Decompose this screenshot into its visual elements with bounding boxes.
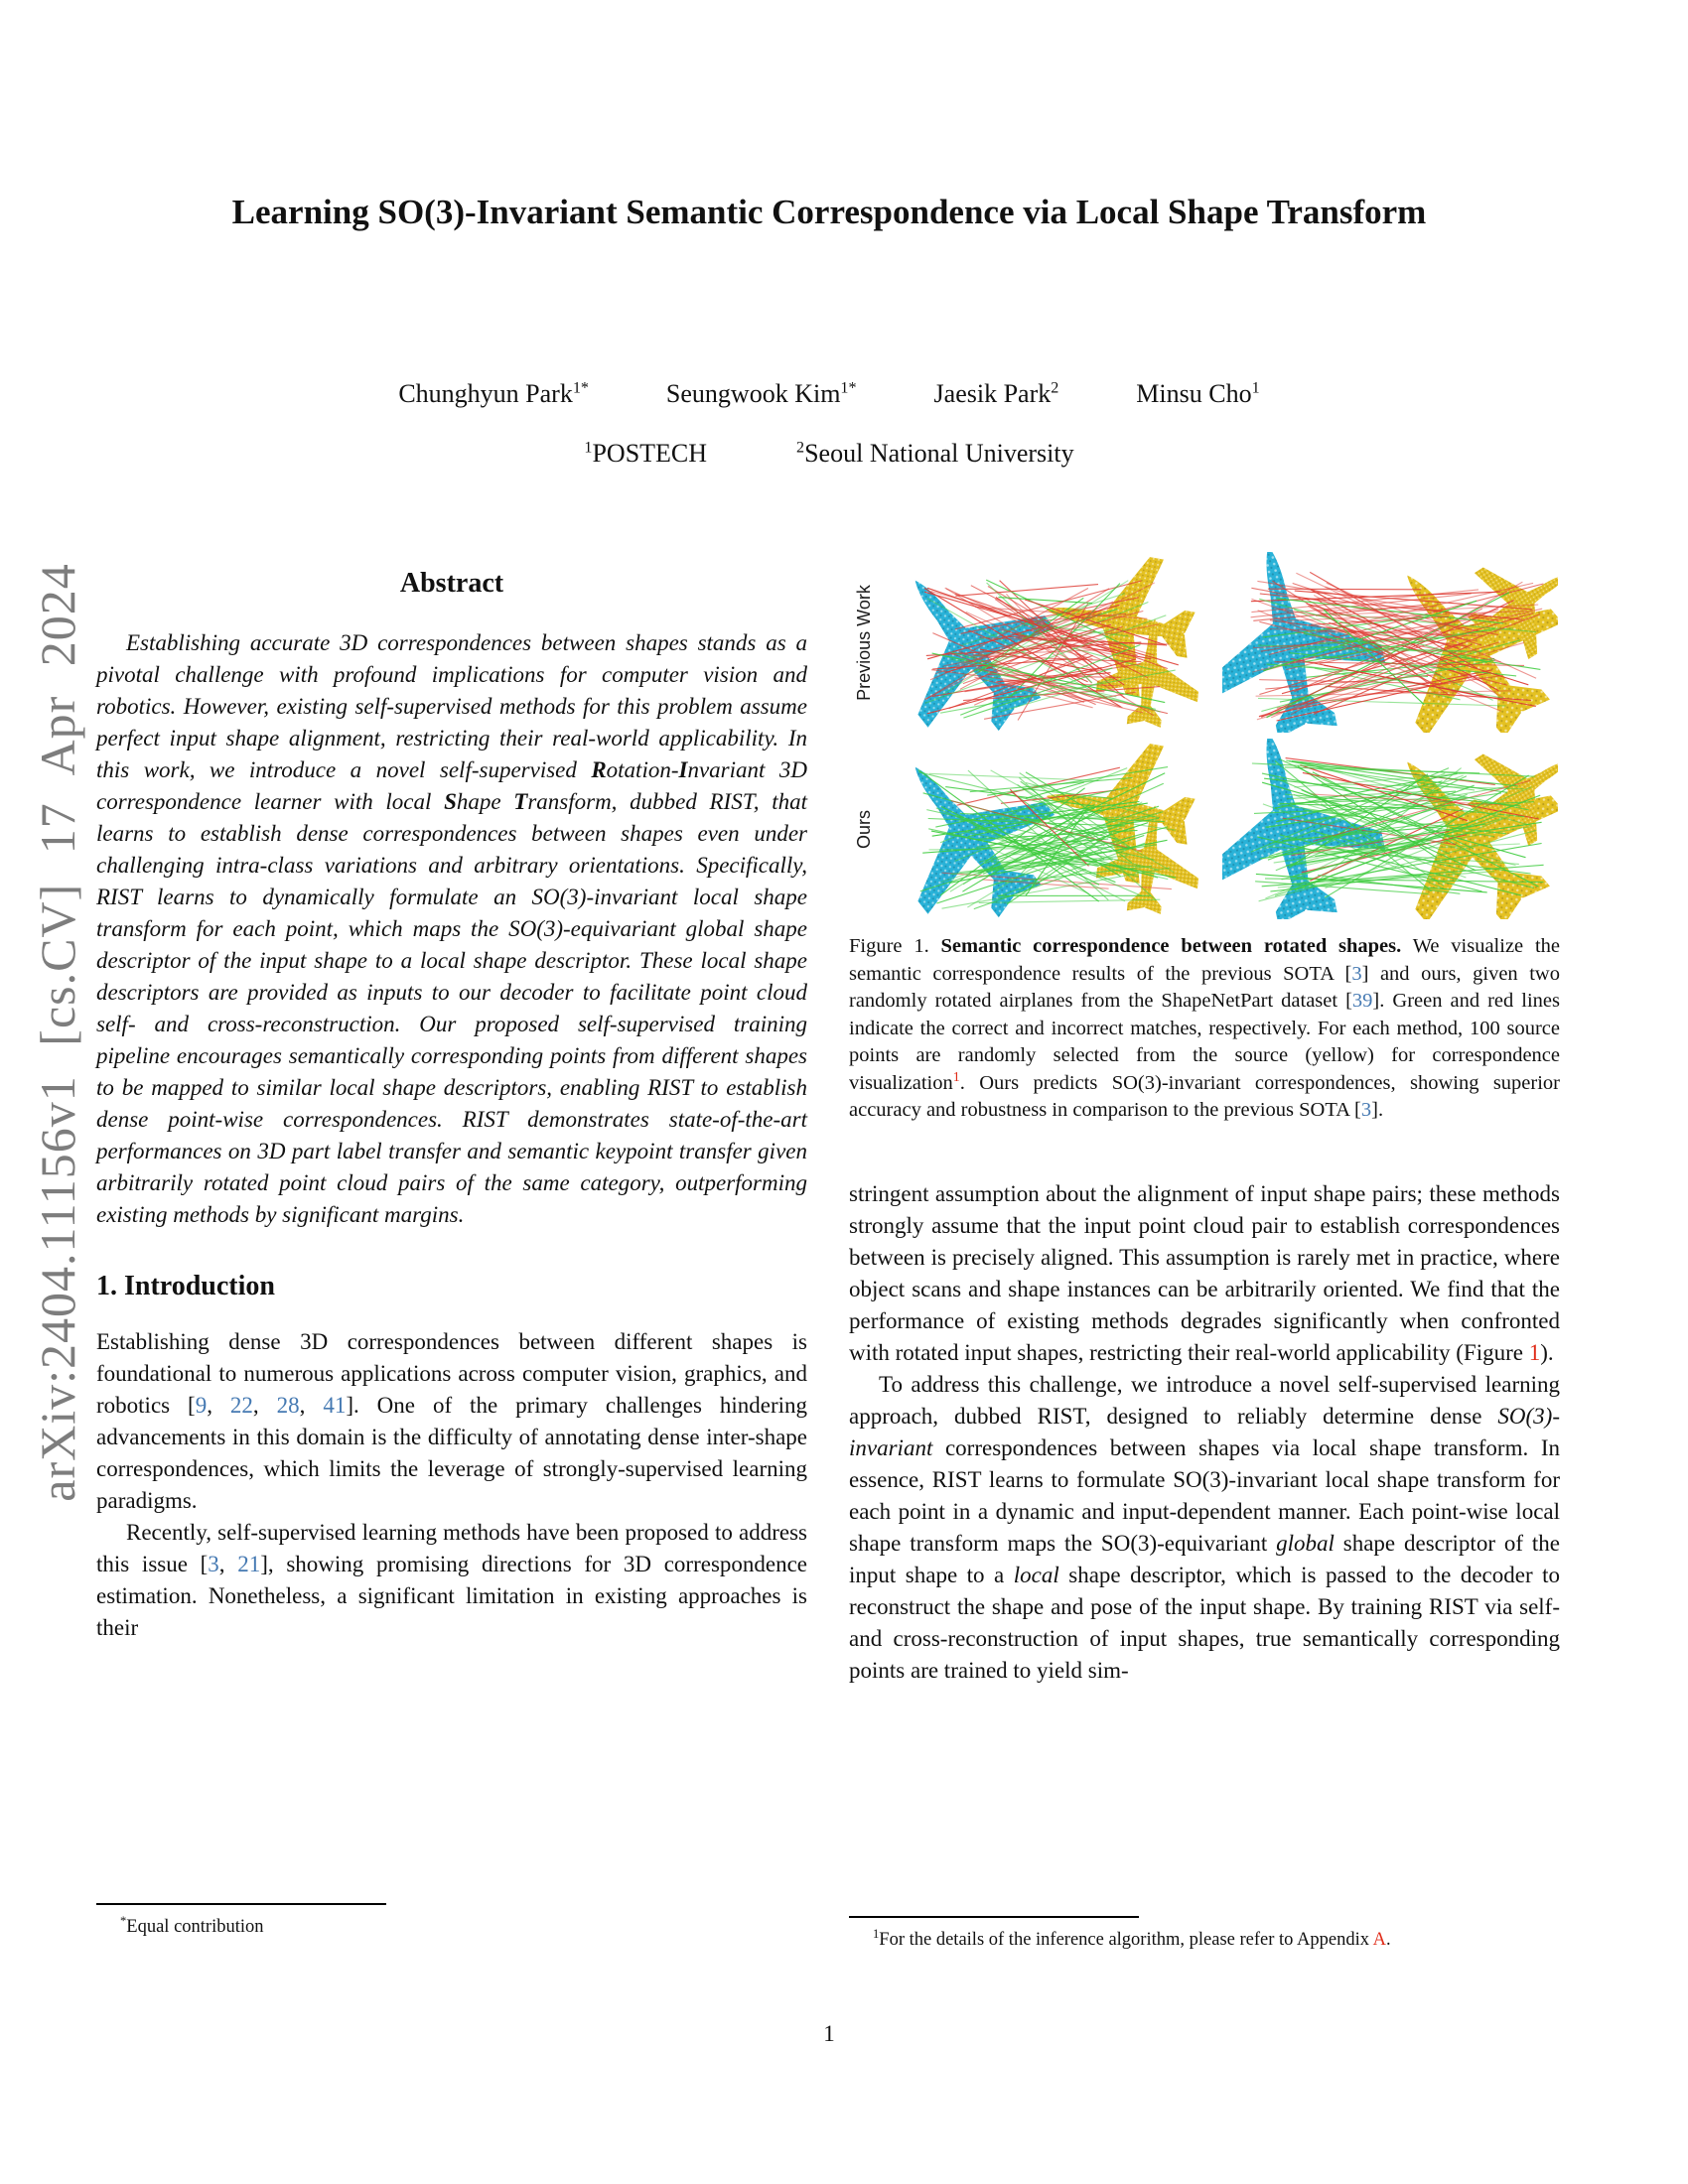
citation-link[interactable]: 22 [229,1393,253,1418]
figure-row-label-previous-work: Previous Work [853,584,874,701]
right-paragraph-1: stringent assumption about the alignment of input shape pairs; these methods strongly assume that the input point cloud pair to establish correspondences between is precisely aligned. This assumption is rarely met in practice, where object scans and shape instances can be arbitrarily oriented. We find that the performance of existing methods degrades significantly when confronted with rotated input shapes, restricting their real-world applicability (Figure 1). [849,1180,1560,1365]
internal-ref-link[interactable]: A [1372,1930,1386,1950]
author-1: Chunghyun Park$^{1*}$ [398,379,589,408]
author-2: Seungwook Kim$^{1*}$ [665,379,857,408]
right-column [849,552,1560,1687]
citation-link[interactable]: 3 [1351,962,1362,985]
internal-ref-link[interactable]: 1 [952,1069,960,1085]
figure-panel-ours-left [883,739,1218,919]
figure-1-caption: Figure 1. Semantic correspondence between rotated shapes. We visualize the semantic correspondence results of the previous SOTA [3] and ours, given two randomly rotated airplanes from the ShapeNetPart dataset [39]. Green and red lines indicate the correct and incorrect matches, respectively. For each method, 100 source points are randomly selected from the source (yellow) for correspondence visualization$^1$. Ours predicts SO(3)-invariant correspondences, showing superior accuracy and robustness in comparison to the previous SOTA [3]. [849,935,1560,1121]
figure-row-ours [849,739,1560,919]
figure-row-previous-work [849,552,1560,733]
left-column [96,568,807,1644]
abstract-text: Establishing accurate 3D correspondences between shapes stands as a pivotal challenge with profound implications for computer vision and robotics. However, existing self-supervised methods for this problem assume perfect input shape alignment, restricting their real-world applicability. In this work, we introduce a novel self-supervised Rotation-Invariant 3D correspondence learner with local Shape Transform, dubbed RIST, that learns to establish dense correspondences between shapes even under challenging intra-class variations and arbitrary orientations. Specifically, RIST learns to dynamically formulate an SO(3)-invariant local shape transform for each point, which maps the SO(3)-equivariant global shape descriptor of the input shape to a local shape descriptor. These local shape descriptors are provided as inputs to our decoder to facilitate point cloud self- and cross-reconstruction. Our proposed self-supervised training pipeline encourages semantically corresponding points from different shapes to be mapped to similar local shape descriptors, enabling RIST to establish dense point-wise correspondences. RIST demonstrates state-of-the-art performances on 3D part label transfer and semantic keypoint transfer given arbitrarily rotated point cloud pairs of the same category, outperforming existing methods by significant margins. [96,630,807,1227]
footnote-rule [96,1903,386,1905]
author-list [99,379,1559,409]
equal-contribution-footnote: *Equal contribution [120,1913,264,1937]
citation-link[interactable]: 21 [237,1552,261,1576]
internal-ref-link[interactable]: 1 [1528,1339,1541,1365]
intro-paragraph-1: Establishing dense 3D correspondences between different shapes is foundational to numerous applications across computer vision, graphics, and robotics [9, 22, 28, 41]. One of the primary challenges hindering advancements in this domain is the difficulty of annotating dense inter-shape correspondences, which limits the leverage of strongly-supervised learning paradigms. [96,1329,808,1513]
affiliation-1: $^1$POSTECH [584,439,708,468]
figure-panel-previous-work-right [1222,552,1558,733]
affiliation-2: $^2$Seoul National University [796,439,1074,468]
affiliation-list [99,439,1559,469]
citation-link[interactable]: 3 [1360,1099,1372,1121]
intro-paragraph-2: Recently, self-supervised learning methods have been proposed to address this issue [3, 21], showing promising directions for 3D correspondence estimation. Nonetheless, a significant limitation in existing approaches is their [96,1520,808,1640]
figure-row-label-ours: Ours [853,809,874,849]
citation-link[interactable]: 28 [276,1393,300,1418]
citation-link[interactable]: 3 [208,1552,219,1576]
figure-panel-previous-work-left [883,552,1218,733]
inference-algorithm-footnote: $^1$For the details of the inference algorithm, please refer to Appendix A. [873,1926,1391,1950]
figure-1 [849,552,1560,919]
citation-link[interactable]: 39 [1351,990,1373,1012]
citation-link[interactable]: 41 [323,1393,347,1418]
paper-title: Learning SO(3)-Invariant Semantic Correspondence via Local Shape Transform [231,193,1427,231]
arxiv-watermark: arXiv:2404.11156v1 [cs.CV] 17 Apr 2024 [30,563,85,1502]
right-footnote-block [849,1916,1560,1952]
left-footnote-block [96,1903,807,1939]
page-number: 1 [823,2021,835,2046]
author-4: Minsu Cho$^1$ [1136,379,1260,408]
abstract-heading: Abstract [399,568,504,599]
section-heading-introduction: 1. Introduction [96,1271,275,1301]
footnote-rule [849,1916,1139,1918]
author-3: Jaesik Park$^2$ [933,379,1059,408]
right-paragraph-2: To address this challenge, we introduce a novel self-supervised learning approach, dubbed RIST, designed to reliably determine dense SO(3)-invariant correspondences between shapes via local shape transform. In essence, RIST learns to formulate SO(3)-invariant local shape transform for each point in a dynamic and input-dependent manner. Each point-wise local shape transform maps the SO(3)-equivariant global shape descriptor of the input shape to a local shape descriptor, which is passed to the decoder to reconstruct the shape and pose of the input shape. By training RIST via self- and cross-reconstruction of input shapes, true semantically corresponding points are trained to yield sim- [849,1371,1560,1683]
figure-panel-ours-right [1222,739,1558,919]
citation-link[interactable]: 9 [195,1393,208,1418]
